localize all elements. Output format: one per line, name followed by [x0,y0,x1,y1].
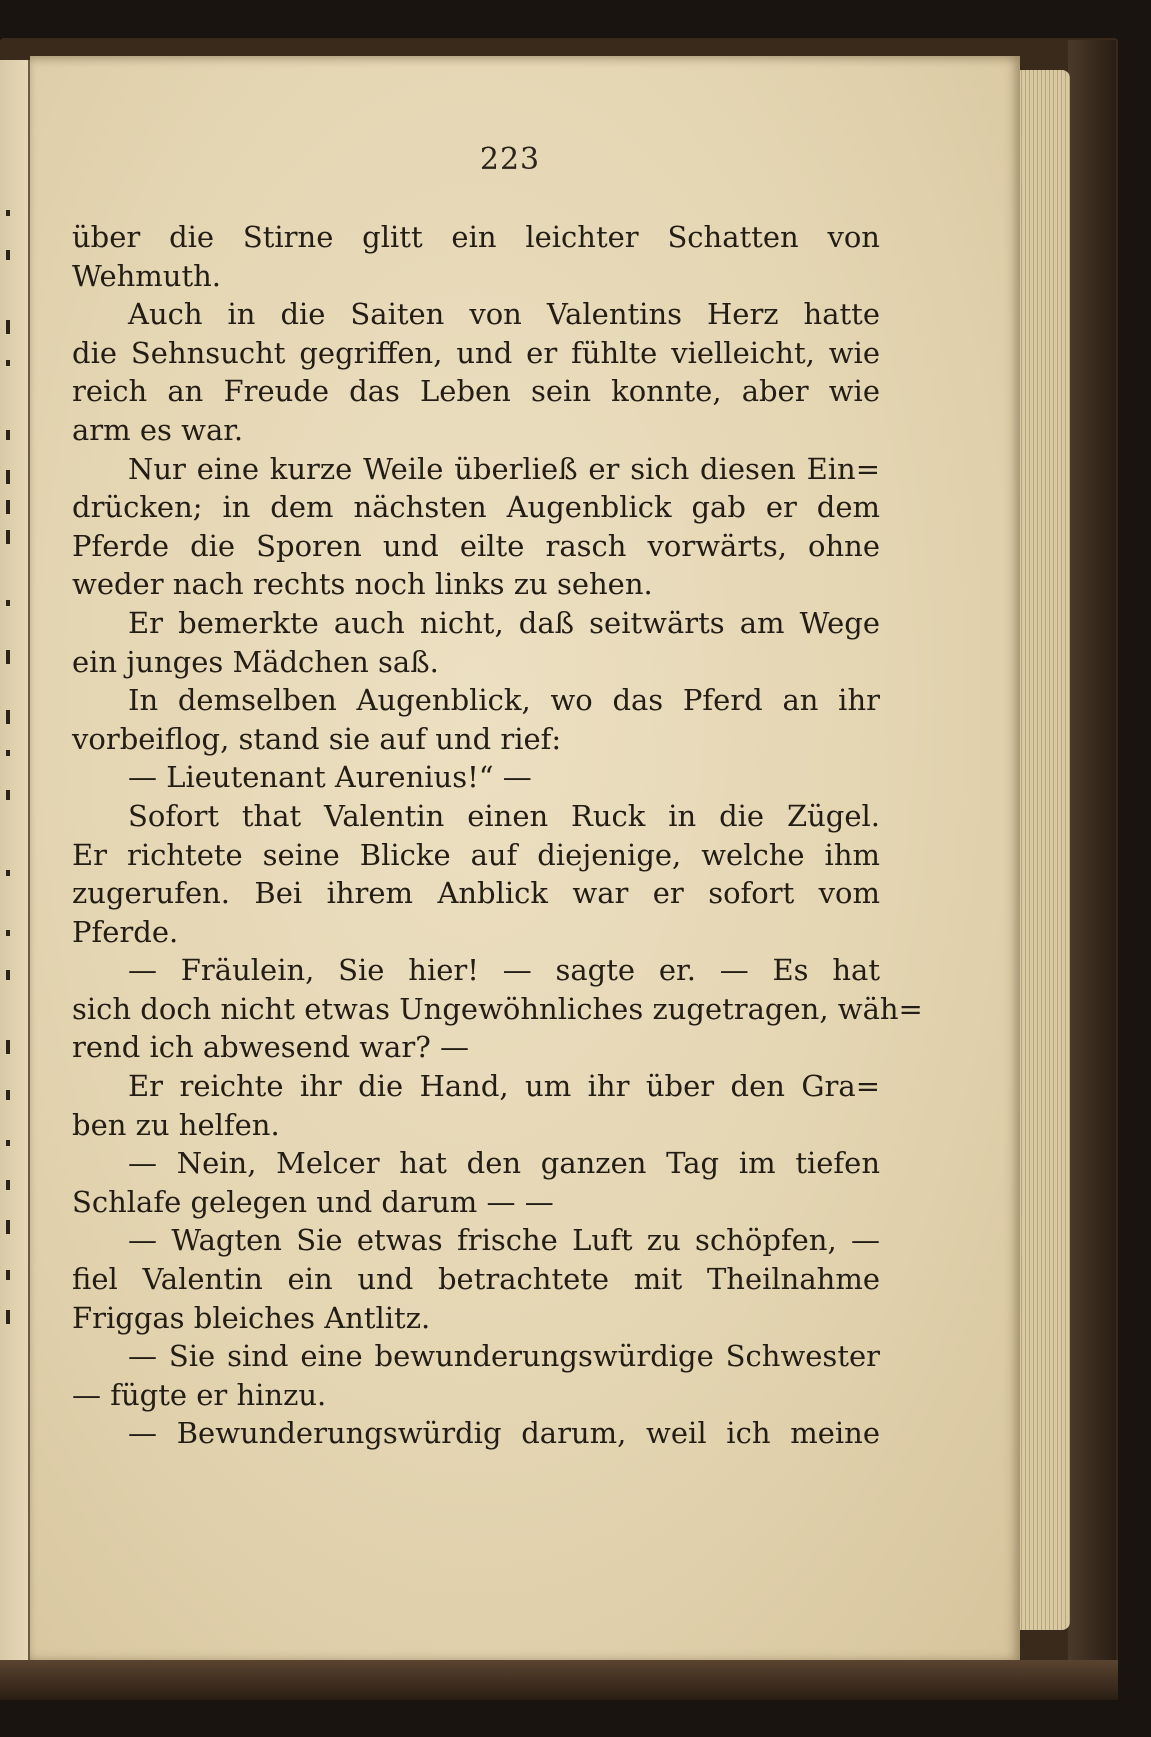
bleed-mark [6,1310,10,1324]
text-line: ein junges Mädchen saß. [72,644,439,679]
bleed-mark [6,600,10,606]
bleed-mark [6,320,10,334]
bleed-mark [6,1090,10,1100]
bleed-mark [6,790,10,800]
text-line: In demselben Augenblick, wo das Pferd an ihr [128,683,880,718]
bleed-mark [6,1180,10,1190]
bleed-mark [6,650,10,664]
bleed-mark [6,430,10,440]
text-line: drücken; in dem nächsten Augenblick gab er dem [72,490,880,525]
book-bottom-edge [0,1660,1118,1700]
text-line: weder nach rechts noch links zu sehen. [72,567,653,602]
text-line: — Wagten Sie etwas frische Luft zu schöpfen, — [128,1223,880,1258]
text-line: rend ich abwesend war? — [72,1030,469,1065]
text-line: zugerufen. Bei ihrem Anblick war er sofort vom [72,876,880,911]
bleed-mark [6,500,10,514]
text-line: die Sehnsucht gegriffen, und er fühlte vielleicht, wie [72,335,880,370]
text-line: — Fräulein, Sie hier! — sagte er. — Es hat [128,953,880,988]
text-line: Pferde. [72,914,179,949]
book-spine-edge [1068,40,1116,1690]
bleed-mark [6,750,10,756]
text-line: — fügte er hinzu. [72,1377,327,1412]
text-line: reich an Freude das Leben sein konnte, aber wie [72,374,880,409]
text-line: Nur eine kurze Weile überließ er sich diesen Ein= [128,451,880,486]
text-line: Friggas bleiches Antlitz. [72,1300,431,1335]
bleed-mark [6,530,10,544]
bleed-mark [6,930,10,936]
bleed-mark [6,1220,10,1234]
text-line: Er reichte ihr die Hand, um ihr über den Gra= [128,1069,880,1104]
text-line: Pferde die Sporen und eilte rasch vorwärts, ohne [72,528,880,563]
bleed-mark [6,1140,10,1146]
bleed-mark [6,360,10,366]
text-line: — Bewunderungswürdig darum, weil ich meine [128,1416,880,1451]
text-line: Sofort that Valentin einen Ruck in die Zügel. [128,798,880,833]
bleed-mark [6,710,10,724]
bleed-mark [6,210,10,216]
page-text-block [72,218,923,1453]
text-line: Er bemerkte auch nicht, daß seitwärts am Wege [128,605,880,640]
bleed-mark [6,470,10,484]
text-line: Wehmuth. [72,258,222,293]
text-line: Schlafe gelegen und darum — — [72,1184,554,1219]
text-line: — Nein, Melcer hat den ganzen Tag im tiefen [128,1146,880,1181]
facing-page-edge [0,60,30,1660]
text-line: ben zu helfen. [72,1107,280,1142]
text-line: vorbeiflog, stand sie auf und rief: [72,721,562,756]
text-line: arm es war. [72,412,244,447]
text-line: fiel Valentin ein und betrachtete mit Theilnahme [72,1262,880,1297]
text-line: über die Stirne glitt ein leichter Schatten von [72,220,880,254]
text-line: sich doch nicht etwas Ungewöhnliches zugetragen, wäh= [72,991,923,1026]
text-line: — Sie sind eine bewunderungswürdige Schwester [128,1339,880,1374]
bleed-mark [6,870,10,876]
text-line: Er richtete seine Blicke auf diejenige, welche ihm [72,837,880,872]
text-line: Auch in die Saiten von Valentins Herz hatte [128,297,880,332]
page-number: 223 [479,142,541,177]
bleed-mark [6,250,10,260]
bleed-mark [6,970,10,980]
text-line: — Lieutenant Aurenius!“ — [128,760,532,795]
bleed-mark [6,1270,10,1280]
bleed-mark [6,1040,10,1054]
